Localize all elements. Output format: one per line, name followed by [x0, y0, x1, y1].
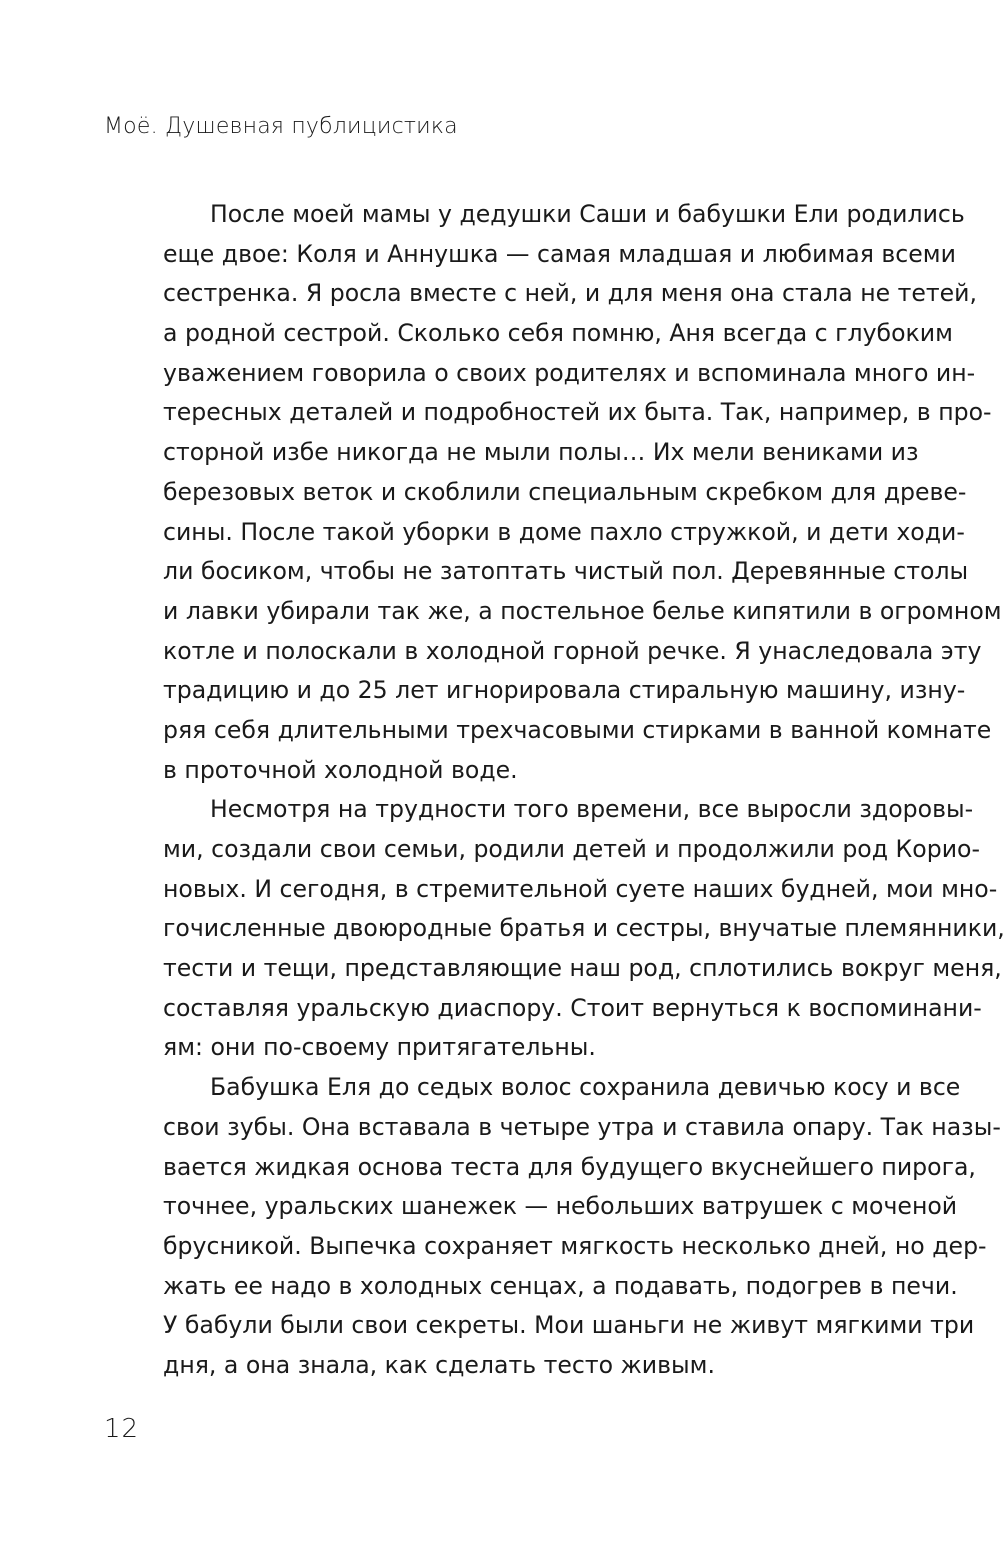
text-line: точнее, уральских шанежек — небольших ватрушек с моченой	[163, 1192, 958, 1221]
running-head-title: Моё. Душевная публицистика	[104, 114, 458, 139]
paragraph-3	[163, 1068, 1001, 1386]
text-line: составляя уральскую диаспору. Стоит вернуться к воспоминани-	[163, 993, 982, 1022]
text-line: свои зубы. Она вставала в четыре утра и ставила опару. Так назы-	[163, 1112, 1001, 1141]
text-line: традицию и до 25 лет игнорировала стиральную машину, изну-	[163, 676, 966, 705]
text-line: ми, создали свои семьи, родили детей и продолжили род Корио-	[163, 835, 981, 863]
text-line: жать ее надо в холодных сенцах, а подавать, подогрев в печи.	[163, 1271, 958, 1300]
text-line: новых. И сегодня, в стремительной суете наших будней, мои мно-	[163, 874, 998, 903]
text-line: ям: они по-своему притягательны.	[163, 1033, 596, 1062]
text-line: Несмотря на трудности того времени, все выросли здоровы-	[210, 795, 974, 824]
text-line: тересных деталей и подробностей их быта. Так, например, в про-	[163, 398, 992, 427]
text-line: брусникой. Выпечка сохраняет мягкость несколько дней, но дер-	[163, 1231, 987, 1260]
text-line: ли босиком, чтобы не затоптать чистый пол. Деревянные столы	[163, 557, 969, 586]
text-line: и лавки убирали так же, а постельное белье кипятили в огромном	[163, 596, 1002, 625]
body-text	[163, 195, 1005, 1386]
text-line: гочисленные двоюродные братья и сестры, внучатые племянники,	[163, 914, 1005, 943]
text-line: У бабули были свои секреты. Мои шаньги не живут мягкими три	[163, 1311, 975, 1340]
text-line: тести и тещи, представляющие наш род, сплотились вокруг меня,	[163, 954, 1002, 983]
text-line: сестренка. Я росла вместе с ней, и для меня она стала не тетей,	[163, 279, 978, 308]
text-line: в проточной холодной воде.	[163, 755, 518, 784]
text-line: вается жидкая основа теста для будущего вкуснейшего пирога,	[163, 1152, 976, 1181]
text-line: а родной сестрой. Сколько себя помню, Аня всегда с глубоким	[163, 319, 953, 348]
text-line: еще двое: Коля и Аннушка — самая младшая и любимая всеми	[163, 239, 956, 268]
text-line: ряя себя длительными трехчасовыми стирками в ванной комнате	[163, 715, 992, 744]
text-line: сины. После такой уборки в доме пахло стружкой, и дети ходи-	[163, 517, 965, 546]
text-line: дня, а она знала, как сделать тесто живым.	[163, 1350, 715, 1379]
text-line: Бабушка Еля до седых волос сохранила девичью косу и все	[210, 1073, 961, 1102]
paragraph-1	[163, 195, 1002, 790]
paragraph-2	[163, 790, 1005, 1068]
text-line: котле и полоскали в холодной горной речке. Я унаследовала эту	[163, 636, 982, 665]
text-line: березовых веток и скоблили специальным скребком для древе-	[163, 477, 967, 506]
text-line: После моей мамы у дедушки Саши и бабушки Ели родились	[210, 200, 965, 228]
text-line: сторной избе никогда не мыли полы… Их мели вениками из	[163, 438, 919, 467]
page-number: 12	[104, 1414, 140, 1444]
text-line: уважением говорила о своих родителях и вспоминала много ин-	[163, 358, 976, 387]
